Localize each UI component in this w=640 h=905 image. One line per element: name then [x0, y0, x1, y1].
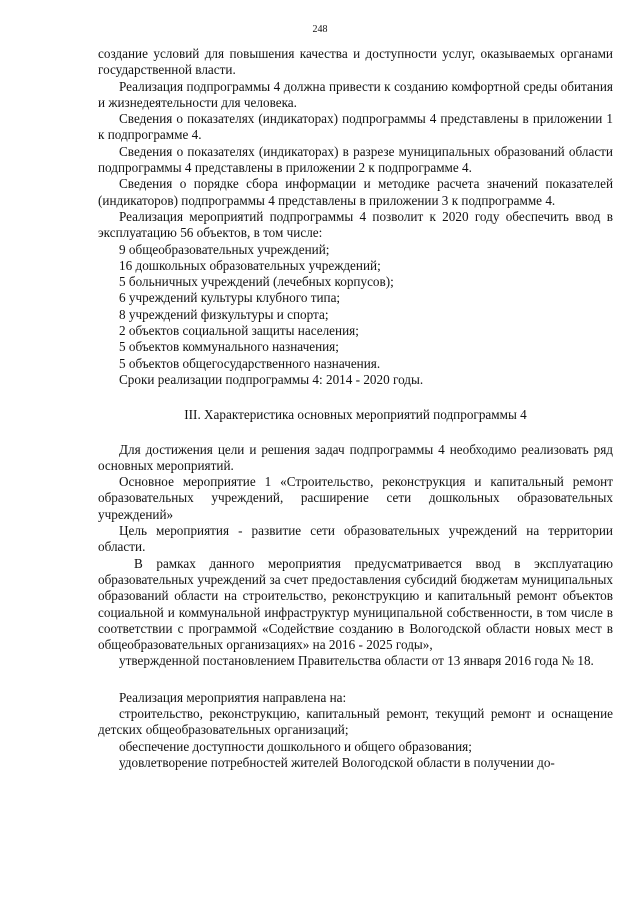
paragraph: Сведения о показателях (индикаторах) подпрограммы 4 представлены в приложении 1 к подпрограмме 4.	[98, 111, 613, 143]
page-number: 248	[312, 24, 328, 35]
paragraph: утвержденной постановлением Правительства области от 13 января 2016 года № 18.	[119, 653, 594, 669]
document-body	[98, 46, 613, 771]
paragraph: обеспечение доступности дошкольного и общего образования;	[119, 738, 472, 754]
paragraph: удовлетворение потребностей жителей Вологодской области в получении до-	[119, 754, 555, 770]
paragraph: строительство, реконструкцию, капитальный ремонт, текущий ремонт и оснащение детских общеобразовательных организаций;	[98, 705, 613, 738]
list-item: 9 общеобразовательных учреждений;	[119, 241, 330, 257]
list-item: Сроки реализации подпрограммы 4: 2014 - 2020 годы.	[119, 371, 424, 387]
paragraph: Для достижения цели и решения задач подпрограммы 4 необходимо реализовать ряд основных мероприятий.	[98, 441, 613, 473]
objects-list	[98, 242, 613, 389]
paragraph: Реализация мероприятия направлена на:	[119, 689, 347, 705]
paragraph: Основное мероприятие 1 «Строительство, реконструкция и капитальный ремонт образовательных учреждений, расширение сети дошкольных образовательных учреждений»	[98, 474, 613, 522]
list-item: 16 дошкольных образовательных учреждений;	[119, 257, 381, 273]
list-item: 5 объектов коммунального назначения;	[119, 339, 339, 355]
paragraph: Цель мероприятия - развитие сети образовательных учреждений на территории области.	[98, 523, 613, 555]
section-heading: III. Характеристика основных мероприятий подпрограммы 4	[184, 407, 527, 423]
list-item: 2 объектов социальной защиты населения;	[119, 323, 359, 339]
list-item: 5 объектов общегосударственного назначения.	[119, 355, 381, 371]
paragraph: В рамках данного мероприятия предусматривается ввод в эксплуатацию образовательных учреждений за счет предоставления субсидий бюджетам муниципальных образований области на строительство, реконструкцию и капитальный ремонт объектов социальной и коммунальной инфраструктур муниципальной собственности, в том числе в соответствии с программой «Содействие созданию в Вологодской области новых мест в общеобразовательных организациях» на 2016 - 2025 годы»,	[98, 555, 613, 653]
list-item: 5 больничных учреждений (лечебных корпусов);	[119, 274, 394, 290]
paragraph: Реализация подпрограммы 4 должна привести к созданию комфортной среды обитания и жизнедеятельности для человека.	[98, 78, 613, 110]
paragraph: создание условий для повышения качества и доступности услуг, оказываемых органами государственной власти.	[98, 46, 613, 78]
list-item: 6 учреждений культуры клубного типа;	[119, 290, 341, 306]
paragraph: Реализация мероприятий подпрограммы 4 позволит к 2020 году обеспечить ввод в эксплуатацию 56 объектов, в том числе:	[98, 208, 613, 241]
spacer	[98, 670, 613, 690]
list-item: 8 учреждений физкультуры и спорта;	[119, 306, 329, 322]
paragraph: Сведения о порядке сбора информации и методике расчета значений показателей (индикаторов) подпрограммы 4 представлены в приложении 3 к подпрограмме 4.	[98, 176, 613, 208]
paragraph: Сведения о показателях (индикаторах) в разрезе муниципальных образований области подпрограммы 4 представлены в приложении 2 к подпрограмме 4.	[98, 143, 613, 176]
